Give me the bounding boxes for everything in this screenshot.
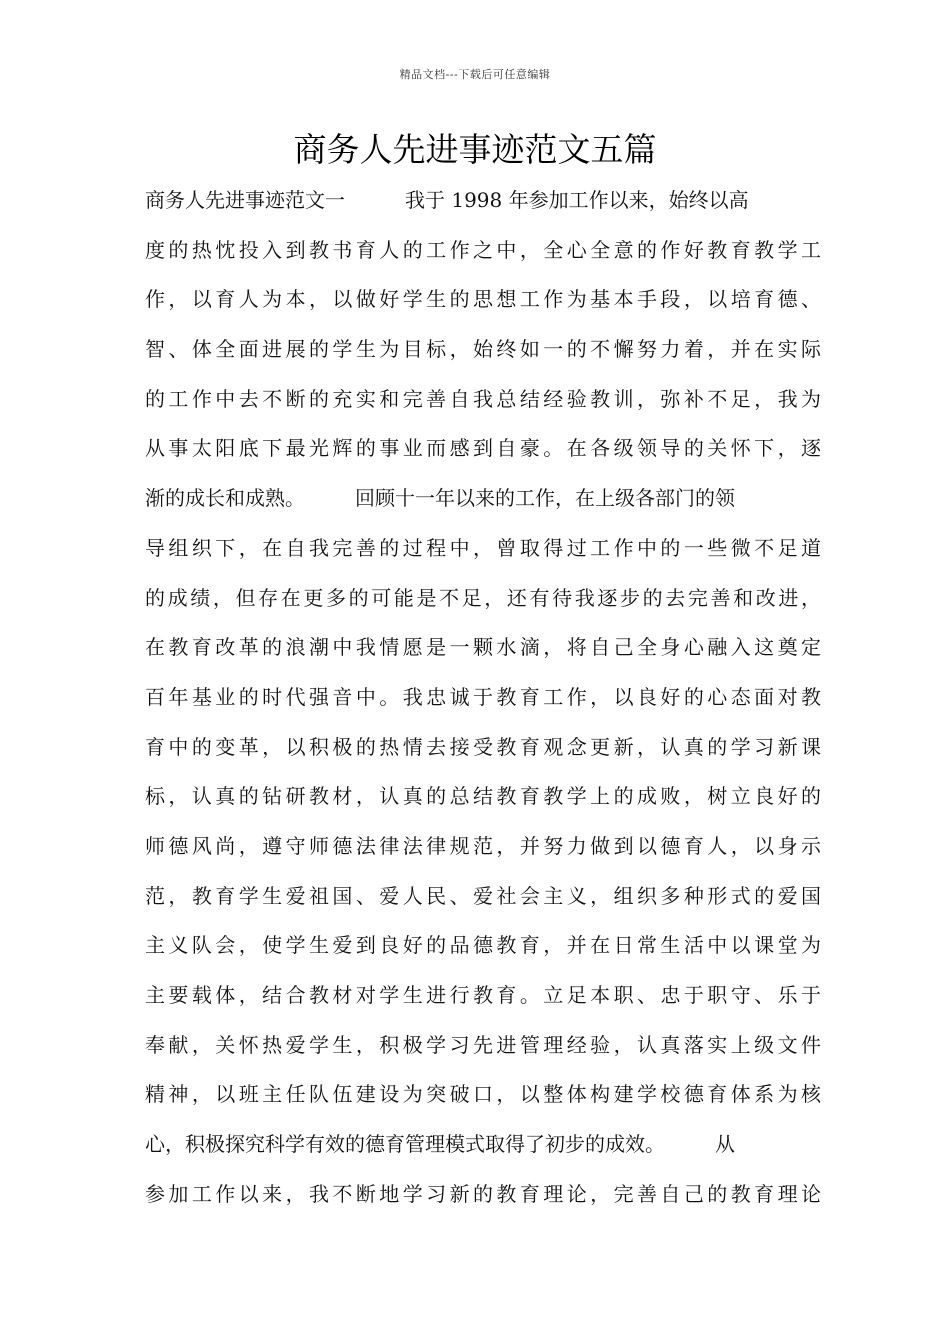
body-line: 作，以育人为本，以做好学生的思想工作为基本手段，以培育德、 <box>145 287 821 312</box>
body-line: 渐的成长和成熟。 回顾十一年以来的工作，在上级各部门的领 <box>145 486 735 511</box>
body-text <box>145 182 821 1225</box>
body-line: 奉献，关怀热爱学生，积极学习先进管理经验，认真落实上级文件 <box>145 1032 821 1057</box>
body-line: 的成绩，但存在更多的可能是不足，还有待我逐步的去完善和改进， <box>145 585 821 610</box>
body-line: 的工作中去不断的充实和完善自我总结经验教训，弥补不足，我为 <box>145 386 821 411</box>
body-line: 度的热忱投入到教书育人的工作之中，全心全意的作好教育教学工 <box>145 237 821 262</box>
body-line: 主要载体，结合教材对学生进行教育。立足本职、忠于职守、乐于 <box>145 983 821 1007</box>
body-line: 育中的变革，以积极的热情去接受教育观念更新，认真的学习新课 <box>145 734 821 759</box>
body-line: 标，认真的钻研教材，认真的总结教育教学上的成败，树立良好的 <box>145 784 821 809</box>
body-line: 心，积极探究科学有效的德育管理模式取得了初步的成效。 从 <box>145 1132 735 1157</box>
body-line: 商务人先进事迹范文一 我于 1998 年参加工作以来，始终以高 <box>145 188 749 212</box>
body-line: 师德风尚，遵守师德法律法律规范，并努力做到以德育人，以身示 <box>145 833 821 858</box>
header-note: 精品文档---下载后可任意编辑 <box>399 68 551 81</box>
body-line: 从事太阳底下最光辉的事业而感到自豪。在各级领导的关怀下，逐 <box>145 436 821 461</box>
body-line: 导组织下，在自我完善的过程中，曾取得过工作中的一些微不足道 <box>145 535 821 560</box>
document-title: 商务人先进事迹范文五篇 <box>293 130 657 169</box>
body-line: 百年基业的时代强音中。我忠诚于教育工作，以良好的心态面对教 <box>145 684 821 709</box>
body-line: 参加工作以来，我不断地学习新的教育理论，完善自己的教育理论 <box>145 1181 821 1206</box>
body-line: 智、体全面进展的学生为目标，始终如一的不懈努力着，并在实际 <box>145 337 821 362</box>
body-line: 主义队会，使学生爱到良好的品德教育，并在日常生活中以课堂为 <box>145 933 821 958</box>
body-line: 在教育改革的浪潮中我情愿是一颗水滴，将自己全身心融入这奠定 <box>145 635 821 660</box>
body-line: 精神，以班主任队伍建设为突破口，以整体构建学校德育体系为核 <box>145 1082 821 1107</box>
body-line: 范，教育学生爱祖国、爱人民、爱社会主义，组织多种形式的爱国 <box>145 883 821 908</box>
